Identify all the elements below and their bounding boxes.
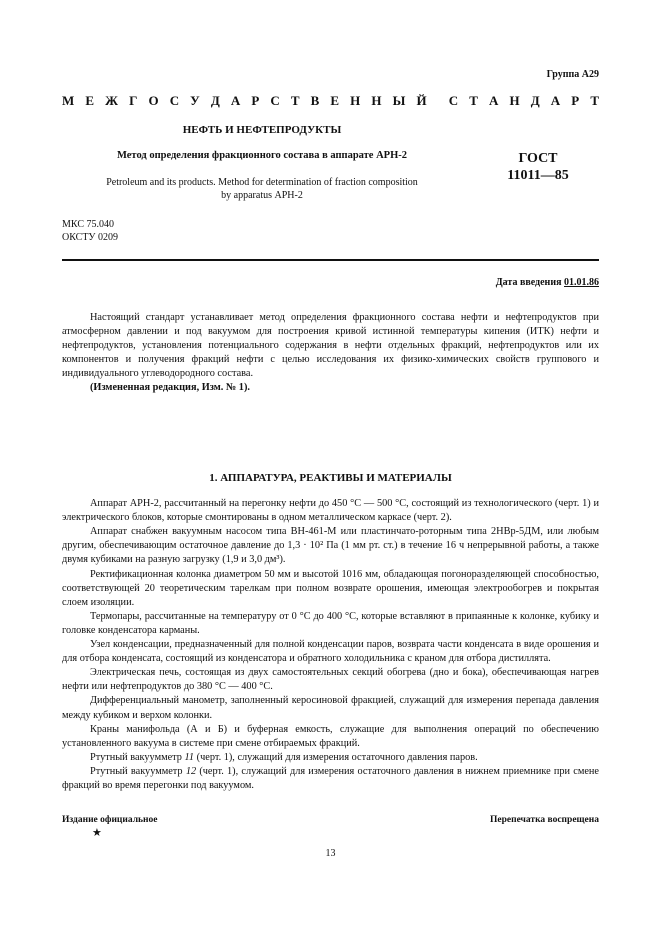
body-paragraph: Ректификационная колонка диаметром 50 мм и высотой 1016 мм, обладающая погоноразделяющей способностью, соответствующей 20 теоретическим тарелкам при полном возврате орошения, имеющая электрообогрев и покрытая слоем изоляции. bbox=[62, 568, 599, 608]
body-paragraph: Аппарат АРН-2, рассчитанный на перегонку нефти до 450 °С — 500 °С, состоящий из технологического (черт. 1) и электрического блоков, которые смонтированы в одном металлическом каркасе (черт. 2). bbox=[62, 498, 599, 524]
banner-letter: Н bbox=[350, 93, 361, 108]
banner-letter: А bbox=[550, 93, 561, 108]
page-number: 13 bbox=[325, 848, 336, 859]
banner-letter: М bbox=[62, 93, 75, 108]
body-paragraph: Дифференциальный манометр, заполненный керосиновой фракцией, служащий для измерения перепада давления между кубиком и верхом колонки. bbox=[62, 695, 599, 721]
text-run: (черт. 1), служащий для измерения остаточного давления паров. bbox=[194, 751, 478, 763]
banner-letter: Е bbox=[330, 93, 340, 108]
english-title bbox=[62, 176, 462, 202]
introduction-date-label: Дата введения bbox=[495, 277, 562, 288]
body-paragraph: Узел конденсации, предназначенный для полной конденсации паров, возврата части конденсата в виде орошения и для отбора конденсата, состоящий из конденсатора и обратного холодильника с краном для отбора дистиллята. bbox=[62, 639, 599, 665]
banner-letter: Е bbox=[85, 93, 95, 108]
banner-letter: У bbox=[190, 93, 200, 108]
revision-note: (Измененная редакция, Изм. № 1). bbox=[90, 382, 250, 394]
banner-letter: О bbox=[148, 93, 159, 108]
banner-letter: Р bbox=[571, 93, 580, 108]
group-code: Группа А29 bbox=[546, 69, 599, 80]
document-title: НЕФТЬ И НЕФТЕПРОДУКТЫ bbox=[182, 124, 342, 136]
text-run: Ртутный вакуумметр bbox=[90, 765, 186, 777]
gost-number: 11011—85 bbox=[507, 168, 569, 183]
body-paragraph: Термопары, рассчитанные на температуру от 0 °С до 400 °С, которые вставляют в припаянные к колонке, кубику и головке конденсатора карманы. bbox=[62, 610, 599, 636]
banner-letter: Г bbox=[129, 93, 138, 108]
banner-letter: Н bbox=[509, 93, 520, 108]
banner-letter: Ж bbox=[105, 93, 118, 108]
banner-letter: Т bbox=[469, 93, 478, 108]
text-run: Ртутный вакуумметр bbox=[90, 751, 185, 763]
banner-letter: Й bbox=[416, 93, 427, 108]
body-paragraph: Краны манифольда (А и Б) и буферная емкость, служащие для выполнения операций по обеспечению установленного вакуума в системе при смене отбираемых фракций. bbox=[62, 723, 599, 749]
introduction-date-value: 01.01.86 bbox=[564, 277, 599, 288]
banner-letter: А bbox=[489, 93, 499, 108]
section-heading: 1. АППАРАТУРА, РЕАКТИВЫ И МАТЕРИАЛЫ bbox=[209, 472, 452, 484]
banner-letter: В bbox=[310, 93, 320, 108]
section-apparatus bbox=[62, 471, 599, 793]
text-run: (черт. 1), служащий для измерения остаточного давления в нижнем приемнике при смене фракций во время перегонки под вакуумом. bbox=[62, 765, 599, 791]
gost-designation bbox=[478, 150, 598, 184]
star-icon: ★ bbox=[92, 827, 102, 839]
banner-letter: А bbox=[230, 93, 241, 108]
intro-paragraph: Настоящий стандарт устанавливает метод определения фракционного состава нефти и нефтепродуктов при атмосферном давлении и под вакуумом для построения кривой истинной температуры кипения (ИТК) нефти и нефтепродуктов, установления потенциального содержания в нефти отдельных фракций, нефтепродуктов или их компонентов и получения фракций нефти с целью исследования их физико-химических свойств группового и индивидуального углеводородного состава. bbox=[62, 312, 599, 380]
mks-code: МКС 75.040 bbox=[62, 219, 114, 230]
body-paragraph bbox=[62, 765, 599, 793]
classification-codes bbox=[62, 218, 118, 244]
banner-letter: С bbox=[270, 93, 280, 108]
banner-letter: Ы bbox=[392, 93, 406, 108]
banner-letter: С bbox=[448, 93, 459, 108]
banner-letter: С bbox=[169, 93, 180, 108]
header-divider bbox=[62, 259, 599, 261]
okstu-code: ОКСТУ 0209 bbox=[62, 232, 119, 243]
body-paragraph: Электрическая печь, состоящая из двух самостоятельных секций обогрева (дно и бока), обеспечивающая нагрев нефти или нефтепродуктов до 380 °С — 400 °С. bbox=[62, 667, 599, 693]
body-paragraph bbox=[62, 751, 599, 765]
gost-label: ГОСТ bbox=[518, 151, 558, 166]
banner-letter: Д bbox=[210, 93, 220, 108]
body-paragraph: Аппарат снабжен вакуумным насосом типа ВН-461-М или пластинчато-роторным типа 2НВр-5ДМ, или любым другим, обеспечивающим остаточное давление до 1,3 · 10² Па (1 мм рт. ст.) в течение 16 ч непрерывной работы, а также двумя кубиками на разную загрузку (1,9 и 3,0 дм³). bbox=[62, 526, 599, 566]
document-subtitle: Метод определения фракционного состава в аппарате АРН-2 bbox=[117, 150, 407, 161]
banner-letter: Н bbox=[371, 93, 382, 108]
english-title-line: by apparatus АРН-2 bbox=[221, 190, 303, 201]
item-number: 11 bbox=[184, 751, 195, 763]
banner-letter: Т bbox=[290, 93, 300, 108]
intro-section bbox=[62, 311, 599, 396]
banner-letter: Д bbox=[530, 93, 540, 108]
official-edition-note: Издание официальное bbox=[62, 815, 158, 825]
english-title-line: Petroleum and its products. Method for determination of fraction composition bbox=[106, 177, 418, 188]
item-number: 12 bbox=[185, 765, 197, 777]
interstate-standard-banner bbox=[62, 93, 599, 109]
banner-letter: Т bbox=[590, 93, 599, 108]
reprint-prohibited-note: Перепечатка воспрещена bbox=[489, 815, 599, 825]
introduction-date bbox=[496, 277, 599, 288]
banner-letter: Р bbox=[251, 93, 260, 108]
